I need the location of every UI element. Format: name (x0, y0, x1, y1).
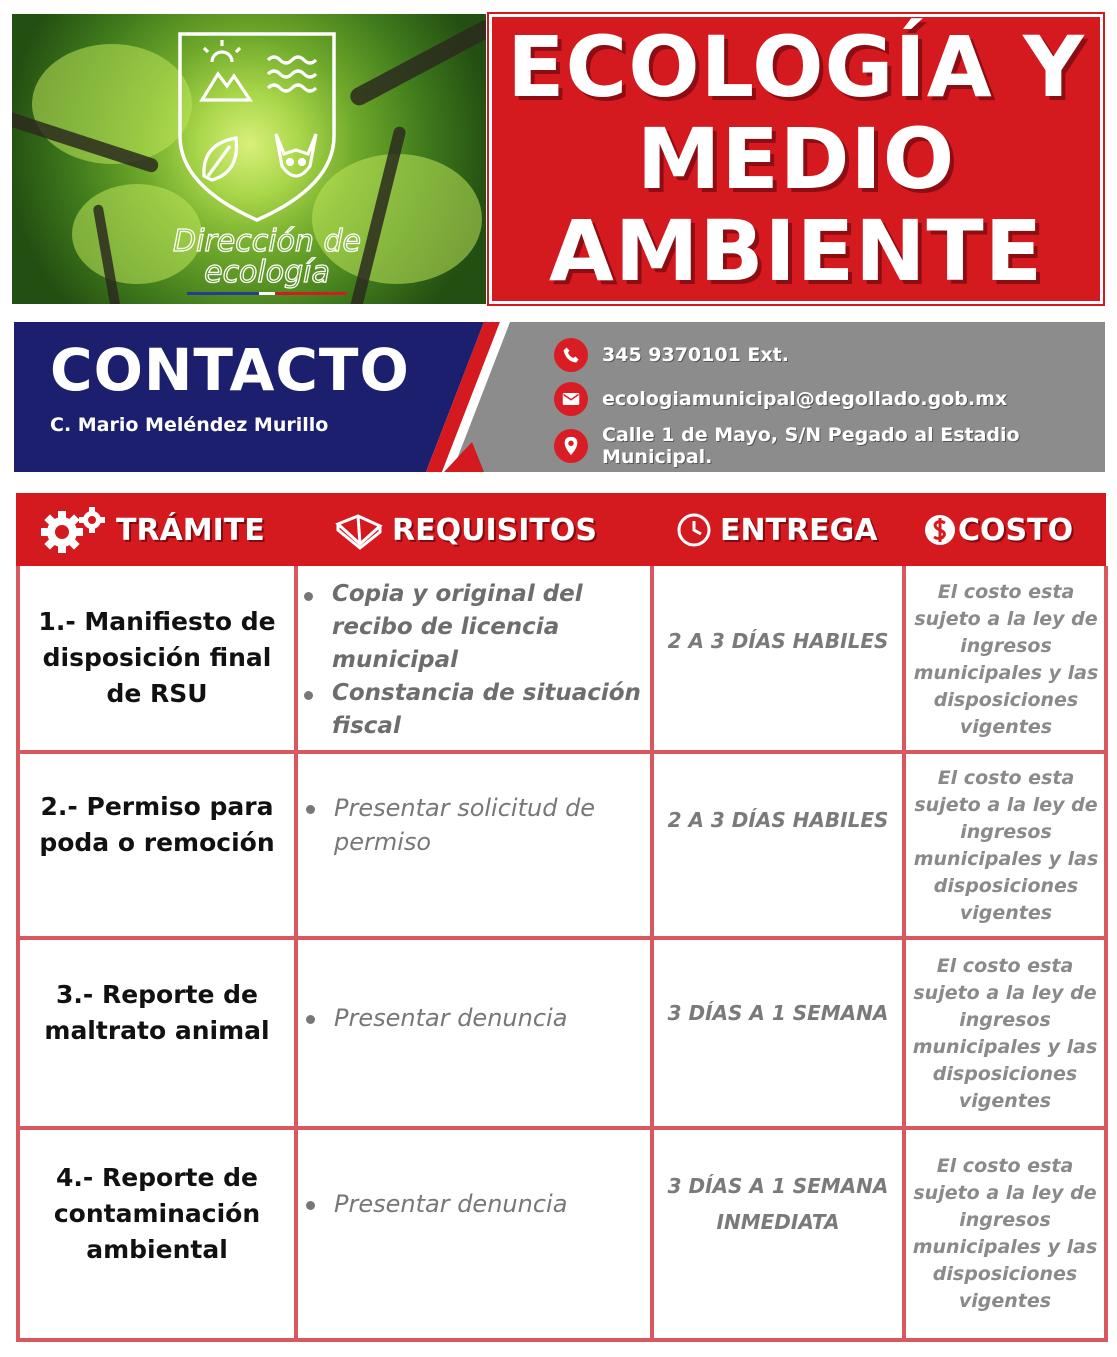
table-row-4-requisitos (302, 1130, 648, 1338)
header-costo (924, 493, 1073, 567)
list-item: Copia y original del recibo de licencia municipal (300, 578, 648, 677)
list-item: Constancia de situación fiscal (300, 677, 648, 743)
table-row-4-entrega-line-1: 3 DÍAS A 1 SEMANA (667, 1174, 889, 1198)
page-title-line-1: ECOLOGÍA Y (507, 18, 1085, 116)
brand-line-2: ecología (204, 255, 330, 290)
page-title-line-2: MEDIO (636, 110, 956, 208)
table-row-1-requisitos (300, 572, 648, 748)
header-requisitos-label: REQUISITOS (392, 512, 597, 548)
table-row-1-costo: El costo esta sujeto a la ley de ingresos municipales y las disposiciones vigentes (913, 581, 1099, 738)
header-forest-banner (12, 14, 486, 304)
animal-head-icon (276, 134, 316, 176)
table-row-4-costo: El costo esta sujeto a la ley de ingresos municipales y las disposiciones vigentes (912, 1155, 1098, 1312)
header-tramite (40, 493, 265, 567)
location-pin-icon (554, 429, 588, 463)
table-header (16, 490, 1106, 566)
list-item: Presentar solicitud de permiso (302, 791, 648, 859)
header-entrega (676, 493, 878, 567)
contact-phone-row (554, 338, 789, 372)
mail-icon (554, 382, 588, 416)
table-row-4-tramite: 4.- Reporte de contaminación ambiental (53, 1163, 261, 1264)
header-tramite-label: TRÁMITE (116, 512, 265, 548)
list-item: Presentar denuncia (302, 1001, 567, 1035)
header-entrega-label: ENTREGA (720, 512, 878, 548)
contact-person: C. Mario Meléndez Murillo (50, 414, 329, 436)
gears-icon (40, 506, 108, 554)
contact-address-row (554, 424, 1105, 468)
contact-email-row (554, 382, 1007, 416)
list-item: Presentar denuncia (302, 1187, 567, 1221)
contact-title: CONTACTO (50, 336, 410, 404)
brand-line-1: Dirección de (173, 224, 361, 259)
mountain-sun-icon (202, 40, 250, 100)
clock-icon (676, 512, 712, 548)
ecology-shield-logo (172, 26, 342, 226)
brand-text (142, 226, 392, 288)
table-row-1-entrega: 2 A 3 DÍAS HABILES (667, 629, 889, 653)
table-row-2-costo: El costo esta sujeto a la ley de ingresos municipales y las disposiciones vigentes (913, 767, 1099, 924)
page-title-box (489, 14, 1103, 304)
contact-address: Calle 1 de Mayo, S/N Pegado al Estadio Municipal. (602, 424, 1020, 468)
table-row-3-costo: El costo esta sujeto a la ley de ingresos municipales y las disposiciones vigentes (912, 955, 1098, 1112)
table-row-3-requisitos (302, 940, 648, 1126)
open-book-icon (334, 510, 384, 550)
water-waves-icon (268, 57, 316, 91)
contact-phone[interactable]: 345 9370101 Ext. (602, 344, 789, 366)
header-costo-label: COSTO (958, 512, 1074, 548)
table-row-1-tramite: 1.- Manifiesto de disposición final de RSU (38, 607, 276, 708)
table-row-3-tramite: 3.- Reporte de maltrato animal (44, 980, 270, 1045)
header-requisitos (334, 493, 597, 567)
table-row-2-entrega: 2 A 3 DÍAS HABILES (667, 808, 889, 832)
tramites-table (16, 566, 1108, 1342)
table-row-4-entrega-line-2: INMEDIATA (716, 1210, 840, 1234)
leaf-icon (204, 138, 237, 180)
phone-icon (554, 338, 588, 372)
brand-flag-stripe (187, 292, 347, 295)
table-row-3-entrega: 3 DÍAS A 1 SEMANA (667, 1001, 889, 1025)
table-row-2-requisitos (302, 754, 648, 936)
page-title-line-3: AMBIENTE (548, 202, 1044, 300)
table-row-4-entrega (656, 1130, 900, 1338)
contact-email[interactable]: ecologiamunicipal@degollado.gob.mx (602, 388, 1008, 410)
table-row-2-tramite: 2.- Permiso para poda o remoción (39, 792, 275, 857)
contact-bar (14, 322, 1105, 472)
dollar-icon (924, 512, 956, 548)
